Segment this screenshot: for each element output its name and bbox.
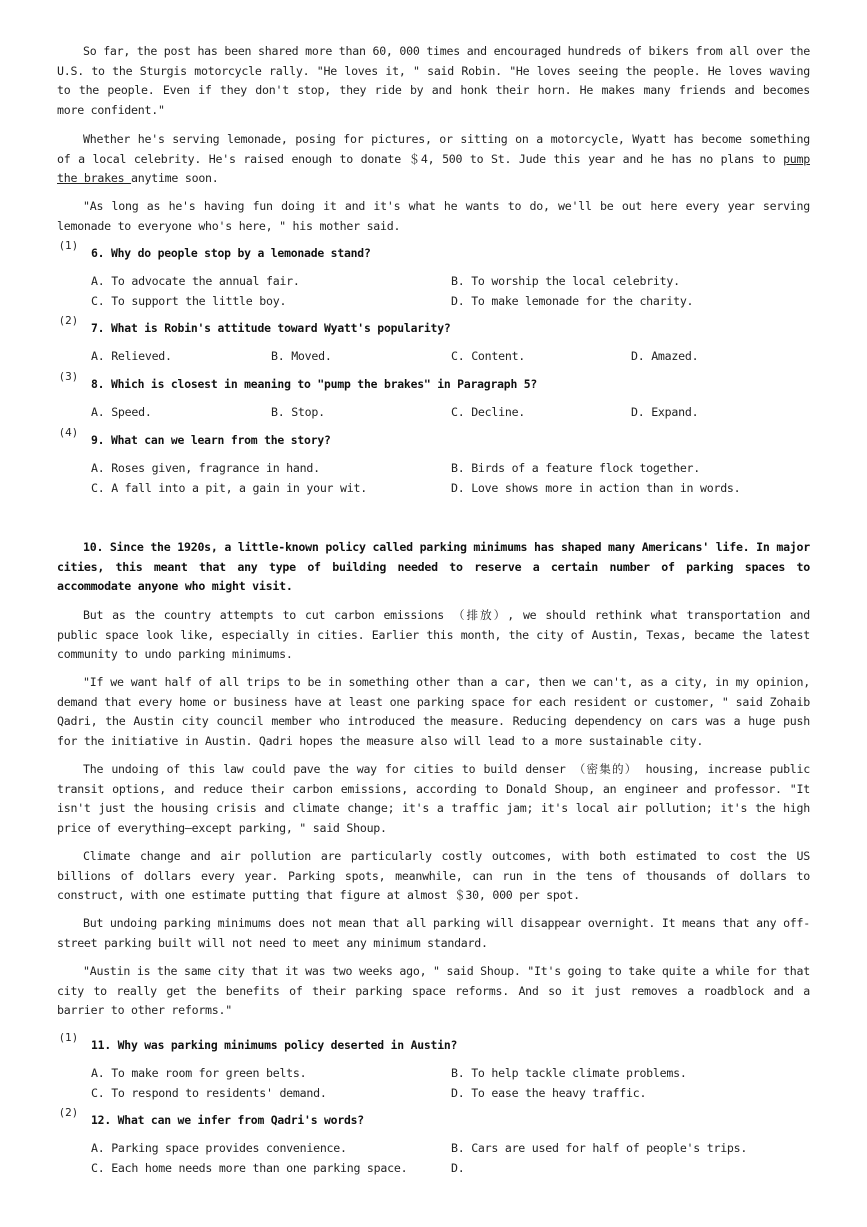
question-number: (1) — [60, 1032, 78, 1044]
question-6-text: 6. Why do people stop by a lemonade stand? — [91, 246, 371, 260]
passage2-paragraph-2: "If we want half of all trips to be in something other than a car, then we can't, as a city, in my opinion, demand that every home or business have at least one parking space for each resident or customer, " said Zohaib Qadri, the Austin city council member who introduced the measure. Reducing dependency on cars was a huge push for the initiative in Austin. Qadri hopes the measure also will lead to a more sustainable city. — [57, 675, 810, 749]
passage1-paragraph-2 — [57, 130, 810, 189]
passage1-paragraph-2-text-a: Whether he's serving lemonade, posing for pictures, or sitting on a motorcycle, Wyatt has become something of a local celebrity. He's raised enough to donate ＄4, 500 to St. Jude this year and he has no plans to — [57, 132, 810, 166]
question-11-option-a[interactable]: A. To make room for green belts. — [91, 1066, 307, 1080]
passage2-intro: 10. Since the 1920s, a little-known policy called parking minimums has shaped many Americans' life. In major cities, this meant that any type of building needed to reserve a certain number of parking spaces to accommodate anyone who might visit. — [57, 540, 810, 594]
question-6-option-d[interactable]: D. To make lemonade for the charity. — [451, 294, 694, 308]
underlined-phrase: pump the brakes — [57, 151, 810, 186]
question-number: (1) — [60, 240, 78, 252]
passage1-paragraph-1: So far, the post has been shared more than 60, 000 times and encouraged hundreds of bikers from all over the U.S. to the Sturgis motorcycle rally. "He loves it, " said Robin. "He loves seeing the people. He loves waving to the people. Even if they don't stop, they ride by and honk their horn. He makes many friends and becomes more confident." — [57, 44, 810, 118]
passage2-paragraph-6: "Austin is the same city that it was two weeks ago, " said Shoup. "It's going to take quite a while for that city to really get the benefits of their parking space reforms. And so it just removes a roadblock and a barrier to other reforms." — [57, 964, 810, 1018]
question-6-option-c[interactable]: C. To support the little boy. — [91, 294, 287, 308]
question-8-text: 8. Which is closest in meaning to "pump the brakes" in Paragraph 5? — [91, 377, 538, 391]
question-7-option-c[interactable]: C. Content. — [451, 349, 526, 363]
passage2-paragraph-1: But as the country attempts to cut carbon emissions （排放）, we should rethink what transportation and public space look like, especially in cities. Earlier this month, the city of Austin, Texas, became the latest community to undo parking minimums. — [57, 608, 810, 662]
question-9-option-a[interactable]: A. Roses given, fragrance in hand. — [91, 461, 320, 475]
question-8-option-a[interactable]: A. Speed. — [91, 405, 152, 419]
question-7-text: 7. What is Robin's attitude toward Wyatt's popularity? — [91, 321, 451, 335]
question-6-option-a[interactable]: A. To advocate the annual fair. — [91, 274, 300, 288]
question-8-option-d[interactable]: D. Expand. — [631, 405, 699, 419]
question-number: (3) — [60, 371, 78, 383]
question-7-option-b[interactable]: B. Moved. — [271, 349, 332, 363]
passage1-paragraph-3: "As long as he's having fun doing it and it's what he wants to do, we'll be out here every year serving lemonade to everyone who's here, " his mother said. — [57, 199, 810, 233]
question-7-option-a[interactable]: A. Relieved. — [91, 349, 172, 363]
question-12-option-a[interactable]: A. Parking space provides convenience. — [91, 1141, 347, 1155]
question-number: (2) — [60, 1107, 78, 1119]
question-12-option-c[interactable]: C. Each home needs more than one parking space. — [91, 1161, 408, 1175]
question-11-text: 11. Why was parking minimums policy deserted in Austin? — [91, 1038, 458, 1052]
question-11-option-c[interactable]: C. To respond to residents' demand. — [91, 1086, 327, 1100]
question-12-text: 12. What can we infer from Qadri's words? — [91, 1113, 364, 1127]
question-9-option-b[interactable]: B. Birds of a feature flock together. — [451, 461, 701, 475]
question-number: (2) — [60, 315, 78, 327]
question-9-option-c[interactable]: C. A fall into a pit, a gain in your wit. — [91, 481, 367, 495]
passage2-paragraph-5: But undoing parking minimums does not mean that all parking will disappear overnight. It means that any off-street parking built will not need to meet any minimum standard. — [57, 916, 810, 950]
question-8-option-b[interactable]: B. Stop. — [271, 405, 325, 419]
question-12-option-b[interactable]: B. Cars are used for half of people's trips. — [451, 1141, 748, 1155]
question-11-option-d[interactable]: D. To ease the heavy traffic. — [451, 1086, 647, 1100]
passage2-paragraph-4: Climate change and air pollution are particularly costly outcomes, with both estimated to cost the US billions of dollars every year. Parking spots, meanwhile, can run in the tens of thousands of dollars to construct, with one estimate putting that figure at almost ＄30, 000 per spot. — [57, 849, 810, 903]
passage2-paragraph-3: The undoing of this law could pave the way for cities to build denser （密集的） housing, increase public transit options, and reduce their carbon emissions, according to Donald Shoup, an engineer and professor. "It isn't just the housing crisis and climate change; it's a traffic jam; it's local air pollution; it's the high price of everything—except parking, " said Shoup. — [57, 762, 810, 836]
question-number: (4) — [60, 427, 78, 439]
question-12-option-d[interactable]: D. — [451, 1161, 465, 1175]
question-6-option-b[interactable]: B. To worship the local celebrity. — [451, 274, 680, 288]
question-9-text: 9. What can we learn from the story? — [91, 433, 331, 447]
question-7-option-d[interactable]: D. Amazed. — [631, 349, 699, 363]
question-8-option-c[interactable]: C. Decline. — [451, 405, 526, 419]
question-9-option-d[interactable]: D. Love shows more in action than in words. — [451, 481, 741, 495]
question-11-option-b[interactable]: B. To help tackle climate problems. — [451, 1066, 687, 1080]
passage1-paragraph-2-text-b: anytime soon. — [131, 171, 219, 186]
